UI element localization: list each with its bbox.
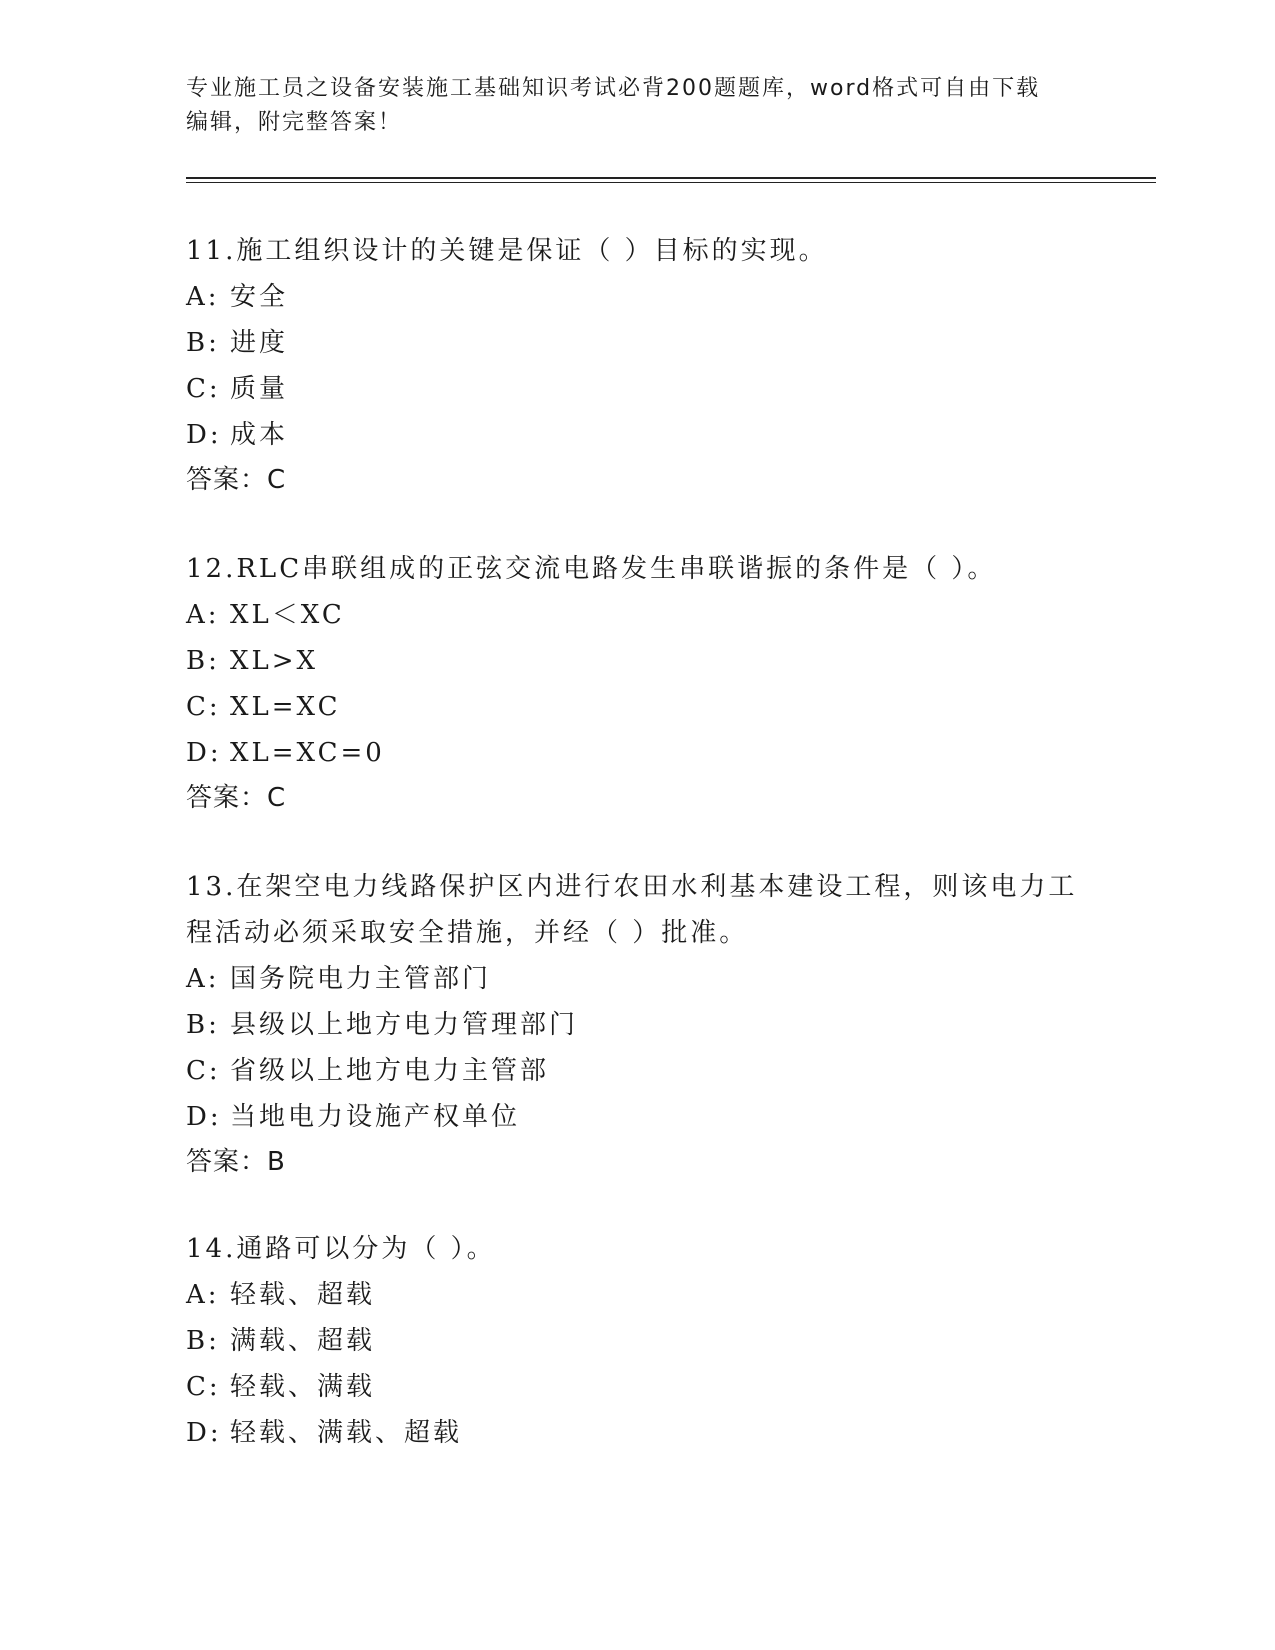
option-text: 安全 — [230, 282, 289, 312]
option-c — [186, 1048, 1086, 1094]
option-a — [186, 1272, 1086, 1318]
header-divider-thick — [186, 177, 1156, 179]
option-text: XL＜XC — [230, 600, 345, 630]
question-stem: 11.施工组织设计的关键是保证（ ）目标的实现。 — [186, 236, 828, 266]
question-11 — [186, 228, 1086, 502]
option-label: D: — [186, 420, 222, 450]
header-divider-thin — [186, 182, 1156, 183]
option-b — [186, 320, 1086, 366]
option-text: 轻载、超载 — [230, 1280, 376, 1310]
option-c — [186, 1364, 1086, 1410]
option-text: 成本 — [230, 420, 289, 450]
option-label: A: — [186, 964, 220, 994]
option-label: D: — [186, 1418, 222, 1448]
option-text: 轻载、满载 — [230, 1372, 376, 1402]
option-label: B: — [186, 1010, 220, 1040]
question-12 — [186, 546, 1086, 820]
header-line-1: 专业施工员之设备安装施工基础知识考试必背200题题库，word格式可自由下载 — [186, 76, 1041, 101]
answer-line: 答案：C — [186, 783, 287, 813]
option-b — [186, 1318, 1086, 1364]
option-label: D: — [186, 1102, 222, 1132]
question-13 — [186, 864, 1086, 1184]
option-b — [186, 1002, 1086, 1048]
option-text: 国务院电力主管部门 — [230, 964, 492, 994]
option-c — [186, 684, 1086, 730]
option-label: D: — [186, 738, 222, 768]
question-14 — [186, 1226, 1086, 1456]
option-label: A: — [186, 282, 220, 312]
option-text: XL=XC=0 — [230, 738, 385, 768]
option-d — [186, 1094, 1086, 1140]
option-text: 进度 — [230, 328, 289, 358]
answer-line: 答案：B — [186, 1147, 286, 1177]
option-label: B: — [186, 646, 220, 676]
question-stem-line-2: 程活动必须采取安全措施，并经（ ）批准。 — [186, 918, 749, 948]
option-label: A: — [186, 1280, 220, 1310]
option-d — [186, 412, 1086, 458]
option-text: 县级以上地方电力管理部门 — [230, 1010, 579, 1040]
option-label: C: — [186, 692, 221, 722]
option-text: XL>X — [230, 646, 319, 676]
option-a — [186, 274, 1086, 320]
option-d — [186, 730, 1086, 776]
option-c — [186, 366, 1086, 412]
option-text: XL=XC — [230, 692, 341, 722]
option-text: 省级以上地方电力主管部 — [230, 1056, 550, 1086]
option-label: B: — [186, 328, 220, 358]
option-d — [186, 1410, 1086, 1456]
option-b — [186, 638, 1086, 684]
option-label: C: — [186, 374, 221, 404]
document-header — [186, 72, 1086, 140]
option-text: 质量 — [230, 374, 289, 404]
option-text: 当地电力设施产权单位 — [230, 1102, 521, 1132]
option-text: 轻载、满载、超载 — [230, 1418, 463, 1448]
question-stem-line-1: 13.在架空电力线路保护区内进行农田水利基本建设工程，则该电力工 — [186, 872, 1078, 902]
header-line-2: 编辑，附完整答案！ — [186, 110, 403, 135]
option-label: A: — [186, 600, 220, 630]
option-a — [186, 592, 1086, 638]
option-label: C: — [186, 1056, 221, 1086]
option-a — [186, 956, 1086, 1002]
answer-line: 答案：C — [186, 465, 287, 495]
option-label: C: — [186, 1372, 221, 1402]
option-text: 满载、超载 — [230, 1326, 376, 1356]
question-stem: 12.RLC串联组成的正弦交流电路发生串联谐振的条件是（ ）。 — [186, 554, 997, 584]
option-label: B: — [186, 1326, 220, 1356]
question-stem: 14.通路可以分为（ ）。 — [186, 1234, 496, 1264]
